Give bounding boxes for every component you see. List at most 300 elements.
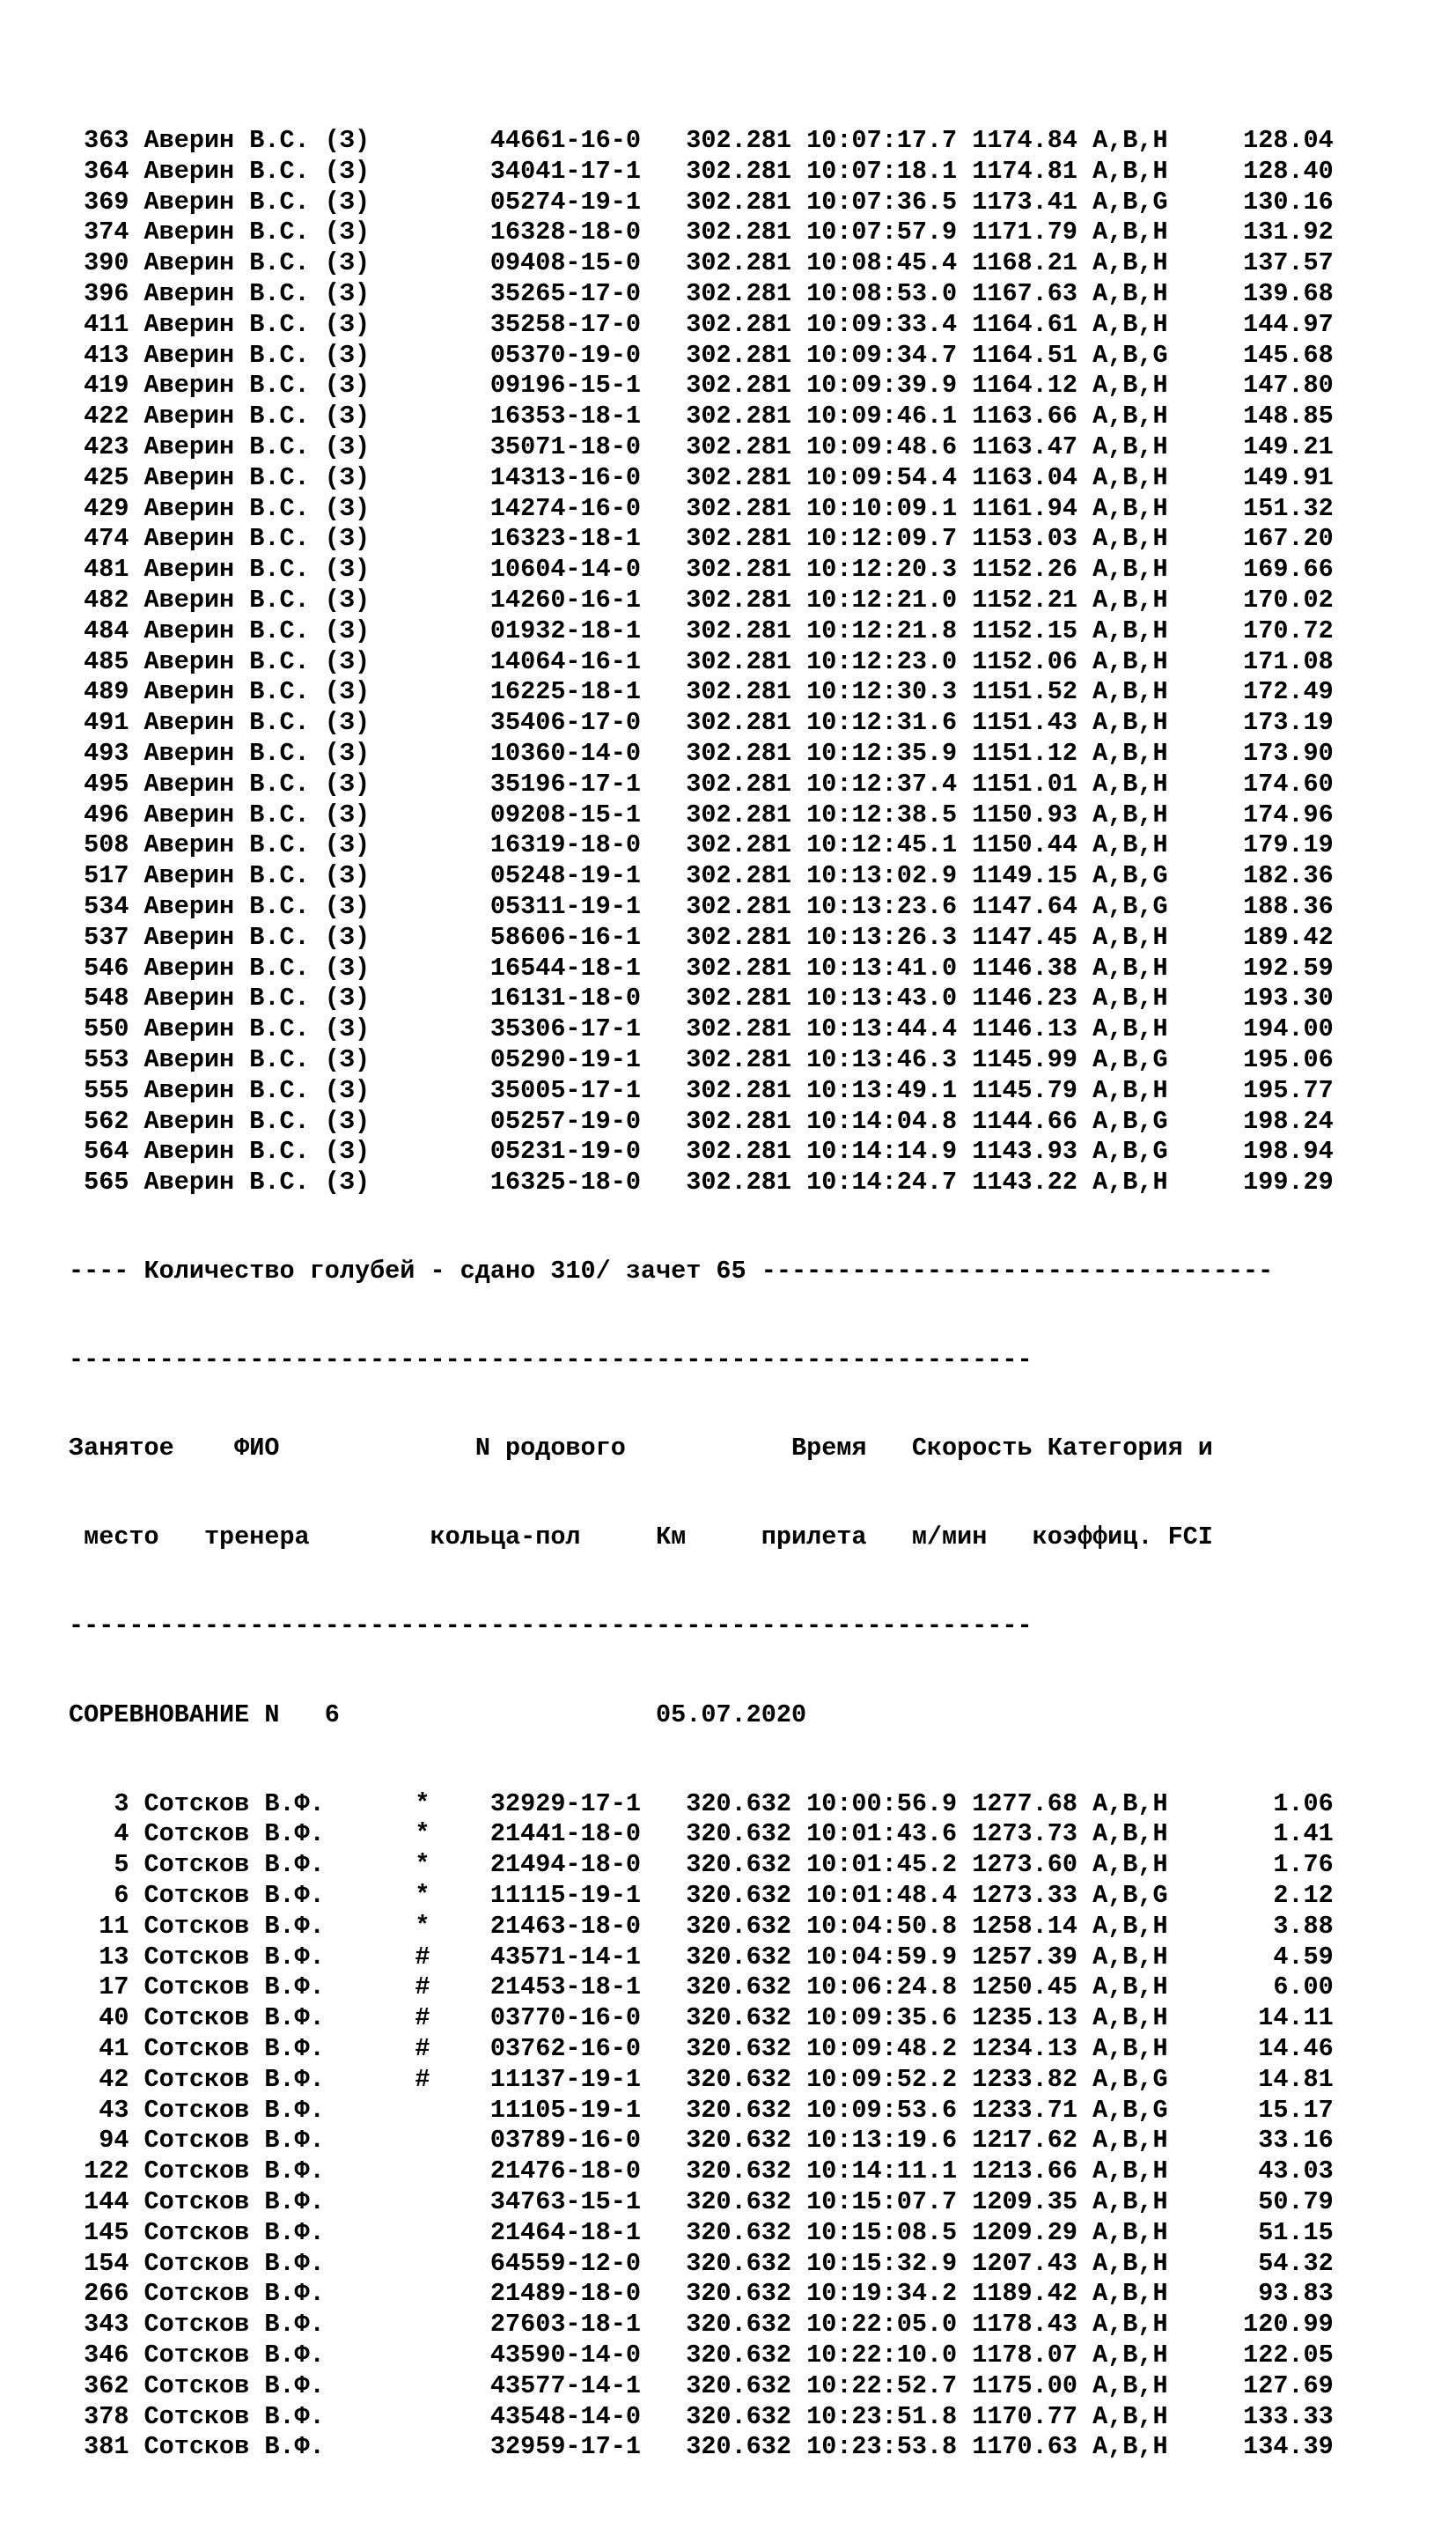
speed-cell: 1145.99 [972,1044,1077,1074]
trainer-name-cell: Аверин В.С. (З) [143,555,415,585]
category-cell: A,B,H [1092,646,1168,676]
distance-cell: 320.632 [686,2279,791,2309]
result-row [69,524,1407,555]
speed-cell: 1234.13 [972,2034,1077,2064]
coefficient-cell: 151.32 [1243,493,1334,523]
arrival-time-cell: 10:23:53.8 [806,2432,958,2462]
category-cell: A,B,H [1092,493,1168,523]
ring-number-cell: 32929-17-1 [489,1788,641,1818]
speed-cell: 1161.94 [972,493,1077,523]
distance-cell: 302.281 [686,462,791,492]
trainer-name-cell: Аверин В.С. (З) [143,309,415,339]
mark-cell [415,954,430,983]
trainer-name-cell: Сотсков В.Ф. [143,2034,415,2064]
arrival-time-cell: 10:07:57.9 [806,217,958,247]
distance-cell: 320.632 [686,1972,791,2002]
category-cell: A,B,H [1092,2401,1168,2431]
mark-cell [415,310,430,339]
category-cell: A,B,H [1092,738,1168,768]
place-cell: 562 [84,1106,129,1136]
trainer-name-cell: Аверин В.С. (З) [143,769,415,799]
speed-cell: 1144.66 [972,1106,1077,1136]
category-cell: A,B,H [1092,2370,1168,2400]
trainer-name-cell: Аверин В.С. (З) [143,371,415,401]
coefficient-cell: 182.36 [1243,861,1334,891]
result-row [69,1045,1407,1076]
speed-cell: 1146.23 [972,984,1077,1014]
ring-number-cell: 64559-12-0 [489,2248,641,2278]
arrival-time-cell: 10:09:48.2 [806,2034,958,2064]
header-category-2: коэффиц. FCI [1032,1522,1213,1552]
arrival-time-cell: 10:12:23.0 [806,646,958,676]
trainer-name-cell: Аверин В.С. (З) [143,156,415,186]
coefficient-cell: 149.21 [1243,431,1334,461]
speed-cell: 1143.93 [972,1137,1077,1167]
ring-number-cell: 34763-15-1 [489,2187,641,2217]
result-row [69,2187,1407,2218]
category-cell: A,B,H [1092,2156,1168,2186]
coefficient-cell: 2.12 [1243,1881,1334,1911]
header-name-1: ФИО [234,1434,280,1463]
ring-number-cell: 05290-19-1 [489,1044,641,1074]
result-row [69,984,1407,1014]
distance-cell: 320.632 [686,1942,791,1972]
place-cell: 343 [84,2310,129,2340]
arrival-time-cell: 10:14:04.8 [806,1106,958,1136]
arrival-time-cell: 10:09:35.6 [806,2003,958,2033]
result-row [69,463,1407,494]
ring-number-cell: 21489-18-0 [489,2279,641,2309]
distance-cell: 302.281 [686,953,791,983]
arrival-time-cell: 10:14:11.1 [806,2156,958,2186]
ring-number-cell: 43571-14-1 [489,1942,641,1972]
category-cell: A,B,H [1092,1075,1168,1105]
header-time-1: Время [791,1434,867,1463]
distance-cell: 320.632 [686,1911,791,1941]
coefficient-cell: 54.32 [1243,2248,1334,2278]
distance-cell: 302.281 [686,646,791,676]
ring-number-cell: 03762-16-0 [489,2034,641,2064]
mark-cell [415,2156,430,2186]
place-cell: 564 [84,1137,129,1167]
arrival-time-cell: 10:12:37.4 [806,769,958,799]
mark-cell [415,2279,430,2308]
speed-cell: 1273.73 [972,1819,1077,1849]
ring-number-cell: 09208-15-1 [489,800,641,829]
coefficient-cell: 167.20 [1243,524,1334,554]
coefficient-cell: 120.99 [1243,2310,1334,2340]
separator-line: ---------------------------------------------------------------- [69,1611,1033,1641]
place-cell: 381 [84,2432,129,2462]
coefficient-cell: 134.39 [1243,2432,1334,2462]
mark-cell [415,2218,430,2247]
speed-cell: 1257.39 [972,1942,1077,1972]
mark-cell [415,1014,430,1043]
coefficient-cell: 144.97 [1243,309,1334,339]
distance-cell: 302.281 [686,800,791,829]
result-row [69,1137,1407,1168]
speed-cell: 1173.41 [972,187,1077,217]
place-cell: 5 [84,1850,129,1880]
coefficient-cell: 192.59 [1243,953,1334,983]
ring-number-cell: 11105-19-1 [489,2095,641,2125]
place-cell: 411 [84,309,129,339]
trainer-name-cell: Сотсков В.Ф. [143,1972,415,2002]
distance-cell: 302.281 [686,493,791,523]
speed-cell: 1235.13 [972,2003,1077,2033]
category-cell: A,B,H [1092,309,1168,339]
arrival-time-cell: 10:09:39.9 [806,371,958,401]
ring-number-cell: 03770-16-0 [489,2003,641,2033]
trainer-name-cell: Аверин В.С. (З) [143,340,415,370]
coefficient-cell: 15.17 [1243,2095,1334,2125]
mark-cell [415,830,430,859]
place-cell: 508 [84,830,129,860]
category-cell: A,B,H [1092,800,1168,829]
coefficient-cell: 14.81 [1243,2064,1334,2094]
distance-cell: 302.281 [686,861,791,891]
arrival-time-cell: 10:09:53.6 [806,2095,958,2125]
mark-cell [415,555,430,584]
trainer-name-cell: Аверин В.С. (З) [143,830,415,860]
mark-cell [415,2310,430,2339]
distance-cell: 302.281 [686,371,791,401]
result-row [69,708,1407,739]
ring-number-cell: 16225-18-1 [489,677,641,707]
speed-cell: 1146.13 [972,1014,1077,1044]
result-row [69,1972,1407,2003]
distance-cell: 302.281 [686,677,791,707]
arrival-time-cell: 10:01:45.2 [806,1850,958,1880]
trainer-name-cell: Аверин В.С. (З) [143,1044,415,1074]
mark-cell: * [415,1850,430,1880]
category-cell: A,B,H [1092,248,1168,278]
mark-cell [415,1168,430,1197]
arrival-time-cell: 10:08:53.0 [806,278,958,308]
place-cell: 413 [84,340,129,370]
arrival-time-cell: 10:09:46.1 [806,402,958,431]
distance-cell: 320.632 [686,2340,791,2370]
coefficient-cell: 51.15 [1243,2217,1334,2247]
mark-cell [415,1045,430,1074]
arrival-time-cell: 10:13:26.3 [806,922,958,952]
trainer-name-cell: Сотсков В.Ф. [143,2095,415,2125]
coefficient-cell: 127.69 [1243,2370,1334,2400]
coefficient-cell: 172.49 [1243,677,1334,707]
place-cell: 4 [84,1819,129,1849]
arrival-time-cell: 10:01:43.6 [806,1819,958,1849]
summary-line: ---- Количество голубей - сдано 310/ зачет 65 ---------------------------------- [69,1256,1274,1286]
ring-number-cell: 16353-18-1 [489,402,641,431]
speed-cell: 1163.66 [972,402,1077,431]
speed-cell: 1151.12 [972,738,1077,768]
trainer-name-cell: Аверин В.С. (З) [143,738,415,768]
mark-cell [415,494,430,523]
arrival-time-cell: 10:01:48.4 [806,1881,958,1911]
place-cell: 484 [84,616,129,645]
result-row [69,586,1407,616]
distance-cell: 302.281 [686,1075,791,1105]
speed-cell: 1213.66 [972,2156,1077,2186]
ring-number-cell: 05231-19-0 [489,1137,641,1167]
arrival-time-cell: 10:13:43.0 [806,984,958,1014]
competition-number: 6 [324,1699,340,1729]
trainer-name-cell: Сотсков В.Ф. [143,1819,415,1849]
arrival-time-cell: 10:07:36.5 [806,187,958,217]
mark-cell [415,616,430,645]
place-cell: 495 [84,769,129,799]
result-row [69,402,1407,432]
ring-number-cell: 01932-18-1 [489,616,641,645]
place-cell: 425 [84,462,129,492]
result-row [69,647,1407,678]
result-row [69,1942,1407,1973]
result-row [69,157,1407,188]
result-row [69,2156,1407,2187]
place-cell: 489 [84,677,129,707]
speed-cell: 1147.64 [972,891,1077,921]
arrival-time-cell: 10:23:51.8 [806,2401,958,2431]
speed-cell: 1151.43 [972,708,1077,738]
coefficient-cell: 189.42 [1243,922,1334,952]
speed-cell: 1170.63 [972,2432,1077,2462]
place-cell: 491 [84,708,129,738]
ring-number-cell: 14274-16-0 [489,493,641,523]
place-cell: 517 [84,861,129,891]
trainer-name-cell: Аверин В.С. (З) [143,861,415,891]
trainer-name-cell: Аверин В.С. (З) [143,248,415,278]
distance-cell: 302.281 [686,984,791,1014]
category-cell: A,B,H [1092,2340,1168,2370]
mark-cell [415,524,430,553]
trainer-name-cell: Аверин В.С. (З) [143,891,415,921]
category-cell: A,B,H [1092,2003,1168,2033]
trainer-name-cell: Аверин В.С. (З) [143,431,415,461]
speed-cell: 1168.21 [972,248,1077,278]
result-row [69,2003,1407,2034]
category-cell: A,B,H [1092,2279,1168,2309]
distance-cell: 302.281 [686,891,791,921]
arrival-time-cell: 10:04:59.9 [806,1942,958,1972]
category-cell: A,B,H [1092,1788,1168,1818]
place-cell: 481 [84,555,129,585]
ring-number-cell: 21453-18-1 [489,1972,641,2002]
category-cell: A,B,H [1092,402,1168,431]
speed-cell: 1145.79 [972,1075,1077,1105]
coefficient-cell: 122.05 [1243,2340,1334,2370]
arrival-time-cell: 10:13:02.9 [806,861,958,891]
mark-cell [415,1107,430,1136]
trainer-name-cell: Сотсков В.Ф. [143,1788,415,1818]
mark-cell [415,2249,430,2278]
arrival-time-cell: 10:09:54.4 [806,462,958,492]
speed-cell: 1150.93 [972,800,1077,829]
coefficient-cell: 147.80 [1243,371,1334,401]
result-row [69,217,1407,248]
result-row [69,861,1407,892]
place-cell: 17 [84,1972,129,2002]
speed-cell: 1174.81 [972,156,1077,186]
speed-cell: 1178.07 [972,2340,1077,2370]
speed-cell: 1143.22 [972,1168,1077,1198]
ring-number-cell: 16325-18-0 [489,1168,641,1198]
coefficient-cell: 171.08 [1243,646,1334,676]
trainer-name-cell: Аверин В.С. (З) [143,800,415,829]
arrival-time-cell: 10:22:10.0 [806,2340,958,2370]
category-cell: A,B,H [1092,922,1168,952]
ring-number-cell: 09408-15-0 [489,248,641,278]
distance-cell: 320.632 [686,2156,791,2186]
coefficient-cell: 173.90 [1243,738,1334,768]
competition-line [69,1700,1407,1731]
coefficient-cell: 137.57 [1243,248,1334,278]
result-row [69,892,1407,923]
mark-cell [415,188,430,217]
distance-cell: 302.281 [686,524,791,554]
coefficient-cell: 130.16 [1243,187,1334,217]
speed-cell: 1152.26 [972,555,1077,585]
arrival-time-cell: 10:12:20.3 [806,555,958,585]
mark-cell [415,432,430,461]
arrival-time-cell: 10:19:34.2 [806,2279,958,2309]
distance-cell: 302.281 [686,830,791,860]
result-row [69,800,1407,831]
distance-cell: 302.281 [686,708,791,738]
trainer-name-cell: Сотсков В.Ф. [143,1881,415,1911]
mark-cell [415,157,430,186]
trainer-name-cell: Сотсков В.Ф. [143,2248,415,2278]
place-cell: 419 [84,371,129,401]
arrival-time-cell: 10:12:30.3 [806,677,958,707]
header-place-1: Занятое [69,1434,174,1463]
result-row [69,2310,1407,2340]
result-row [69,2279,1407,2310]
place-cell: 496 [84,800,129,829]
distance-cell: 302.281 [686,555,791,585]
ring-number-cell: 05274-19-1 [489,187,641,217]
header-time-2: прилета [761,1522,867,1552]
speed-cell: 1209.29 [972,2217,1077,2247]
place-cell: 546 [84,953,129,983]
place-cell: 482 [84,585,129,615]
result-row [69,432,1407,463]
distance-cell: 302.281 [686,616,791,645]
distance-cell: 302.281 [686,187,791,217]
trainer-name-cell: Аверин В.С. (З) [143,984,415,1014]
speed-cell: 1189.42 [972,2279,1077,2309]
ring-number-cell: 16328-18-0 [489,217,641,247]
arrival-time-cell: 10:07:18.1 [806,156,958,186]
place-cell: 390 [84,248,129,278]
ring-number-cell: 43577-14-1 [489,2370,641,2400]
distance-cell: 320.632 [686,1819,791,1849]
section-2-rows [69,1789,1407,2464]
category-cell: A,B,H [1092,2432,1168,2462]
mark-cell [415,984,430,1013]
category-cell: A,B,H [1092,156,1168,186]
category-cell: A,B,H [1092,1014,1168,1044]
trainer-name-cell: Аверин В.С. (З) [143,493,415,523]
category-cell: A,B,H [1092,524,1168,554]
category-cell: A,B,H [1092,2310,1168,2340]
speed-cell: 1217.62 [972,2126,1077,2156]
arrival-time-cell: 10:13:19.6 [806,2126,958,2156]
mark-cell [415,1137,430,1166]
mark-cell: # [415,1972,430,2002]
place-cell: 485 [84,646,129,676]
distance-cell: 320.632 [686,2003,791,2033]
summary-text: Количество голубей - сдано 310/ зачет 65 [143,1256,746,1286]
mark-cell [415,1076,430,1105]
place-cell: 122 [84,2156,129,2186]
mark-cell: * [415,1911,430,1941]
category-cell: A,B,H [1092,953,1168,983]
category-cell: A,B,H [1092,2126,1168,2156]
speed-cell: 1170.77 [972,2401,1077,2431]
result-row [69,1881,1407,1912]
place-cell: 474 [84,524,129,554]
distance-cell: 302.281 [686,738,791,768]
arrival-time-cell: 10:22:05.0 [806,2310,958,2340]
ring-number-cell: 21494-18-0 [489,1850,641,1880]
arrival-time-cell: 10:09:34.7 [806,340,958,370]
ring-number-cell: 11137-19-1 [489,2064,641,2094]
category-cell: A,B,H [1092,585,1168,615]
result-row [69,2034,1407,2065]
category-cell: A,B,H [1092,371,1168,401]
coefficient-cell: 6.00 [1243,1972,1334,2002]
trainer-name-cell: Аверин В.С. (З) [143,1106,415,1136]
mark-cell: # [415,2003,430,2033]
section-1-results [69,68,1407,2521]
coefficient-cell: 170.72 [1243,616,1334,645]
arrival-time-cell: 10:12:38.5 [806,800,958,829]
distance-cell: 320.632 [686,2187,791,2217]
mark-cell [415,2096,430,2125]
category-cell: A,B,H [1092,2034,1168,2064]
ring-number-cell: 34041-17-1 [489,156,641,186]
result-row [69,770,1407,800]
result-row [69,126,1407,157]
category-cell: A,B,H [1092,1942,1168,1972]
result-row [69,2249,1407,2280]
speed-cell: 1258.14 [972,1911,1077,1941]
coefficient-cell: 145.68 [1243,340,1334,370]
place-cell: 11 [84,1911,129,1941]
place-cell: 396 [84,278,129,308]
place-cell: 429 [84,493,129,523]
trainer-name-cell: Аверин В.С. (З) [143,1168,415,1198]
distance-cell: 320.632 [686,2370,791,2400]
category-cell: A,B,G [1092,187,1168,217]
mark-cell [415,2340,430,2370]
category-cell: A,B,G [1092,891,1168,921]
place-cell: 144 [84,2187,129,2217]
mark-cell [415,371,430,400]
coefficient-cell: 1.06 [1243,1788,1334,1818]
coefficient-cell: 131.92 [1243,217,1334,247]
trainer-name-cell: Сотсков В.Ф. [143,2370,415,2400]
coefficient-cell: 93.83 [1243,2279,1334,2309]
mark-cell: * [415,1788,430,1818]
coefficient-cell: 14.46 [1243,2034,1334,2064]
trainer-name-cell: Аверин В.С. (З) [143,402,415,431]
speed-cell: 1152.21 [972,585,1077,615]
ring-number-cell: 44661-16-0 [489,126,641,155]
trainer-name-cell: Аверин В.С. (З) [143,922,415,952]
result-row [69,2340,1407,2371]
speed-cell: 1147.45 [972,922,1077,952]
